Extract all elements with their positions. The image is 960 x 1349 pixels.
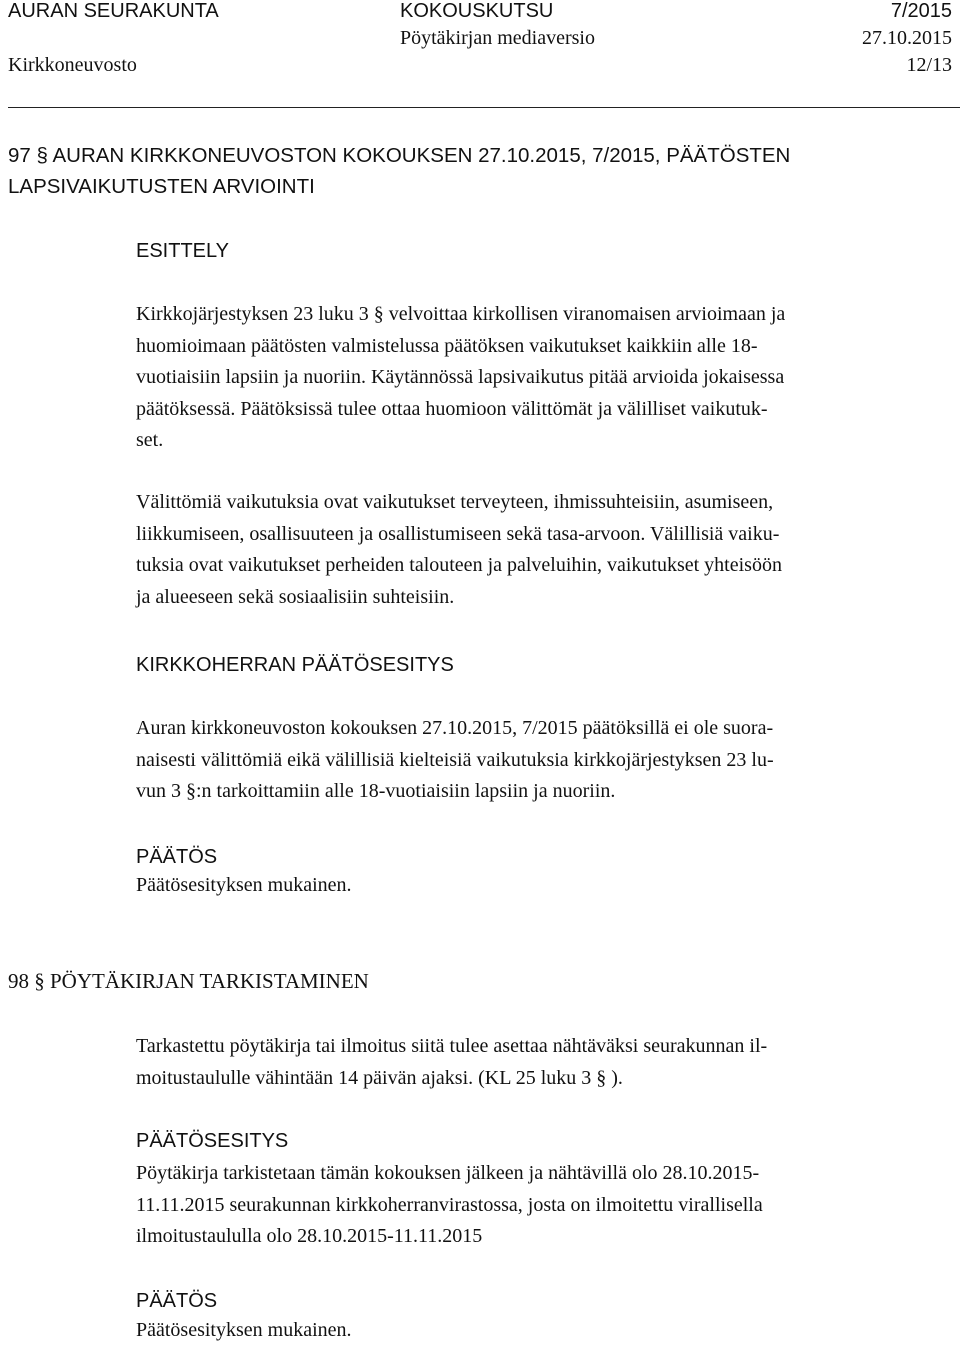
version-label: Pöytäkirjan mediaversio [400, 27, 595, 49]
decision-heading-97: PÄÄTÖS [136, 846, 218, 868]
section-97-paragraph-1: Kirkkojärjestyksen 23 luku 3 § velvoittaa kirkollisen viranomaisen arvioimaan ja huomioimaan päätösten valmistelussa päätöksen vaikutukset kaikkiin alle 18- vuotiaisiin lapsiin ja nuoriin. Käytännössä lapsivaikutus pitää arvioida jokaisessa päätöksessä. Päätöksissä tulee ottaa huomioon välittömät ja välilliset vaikutuk- set. [136, 303, 786, 451]
meeting-number: 7/2015 [890, 0, 952, 22]
header-row-3 [8, 54, 952, 84]
section-98-paragraph-1: Tarkastettu pöytäkirja tai ilmoitus siitä tulee asettaa nähtäväksi seurakunnan il- moitustaululle vähintään 14 päivän ajaksi. (KL 25 luku 3 § ). [136, 1035, 768, 1089]
esittely-heading: ESITTELY [136, 240, 229, 262]
page-header [8, 0, 952, 108]
section-97-paragraph-2: Välittömiä vaikutuksia ovat vaikutukset terveyteen, ihmissuhteisiin, asumiseen, liikkumiseen, osallisuuteen ja osallistumiseen sekä tasa-arvoon. Välillisiä vaiku- tuksia ovat vaikutukset perheiden talouteen ja palveluihin, vaikutukset yhteisöön ja alueeseen sekä sosiaalisiin suhteisiin. [136, 491, 782, 608]
header-row-1 [8, 0, 952, 30]
header-divider [8, 107, 960, 108]
header-row-2 [8, 27, 952, 57]
proposal-heading-97: KIRKKOHERRAN PÄÄTÖSESITYS [136, 654, 454, 676]
body-name: Kirkkoneuvosto [8, 54, 137, 76]
decision-heading-98: PÄÄTÖS [136, 1290, 218, 1312]
page-number: 12/13 [906, 54, 952, 76]
section-98-title: 98 § PÖYTÄKIRJAN TARKISTAMINEN [8, 969, 369, 993]
doc-type: KOKOUSKUTSU [400, 0, 554, 22]
proposal-heading-98: PÄÄTÖSESITYS [136, 1130, 289, 1152]
section-98-paragraph-2: Pöytäkirja tarkistetaan tämän kokouksen jälkeen ja nähtävillä olo 28.10.2015- 11.11.2015 seurakunnan kirkkoherranvirastossa, josta on ilmoitettu virallisella ilmoitustaululla olo 28.10.2015-11.11.2015 [136, 1162, 763, 1247]
decision-text-97: Päätösesityksen mukainen. [136, 874, 352, 896]
decision-text-98: Päätösesityksen mukainen. [136, 1319, 352, 1341]
meeting-date: 27.10.2015 [862, 27, 952, 49]
section-97-title: 97 § AURAN KIRKKONEUVOSTON KOKOUKSEN 27.10.2015, 7/2015, PÄÄTÖSTEN LAPSIVAIKUTUSTEN ARVIOINTI [8, 144, 791, 198]
section-97-paragraph-3: Auran kirkkoneuvoston kokouksen 27.10.2015, 7/2015 päätöksillä ei ole suora- naisesti välittömiä eikä välillisiä kielteisiä vaikutuksia kirkkojärjestyksen 23 lu- vun 3 §:n tarkoittamiin alle 18-vuotiaisiin lapsiin ja nuoriin. [136, 717, 774, 802]
org-name: AURAN SEURAKUNTA [8, 0, 219, 22]
